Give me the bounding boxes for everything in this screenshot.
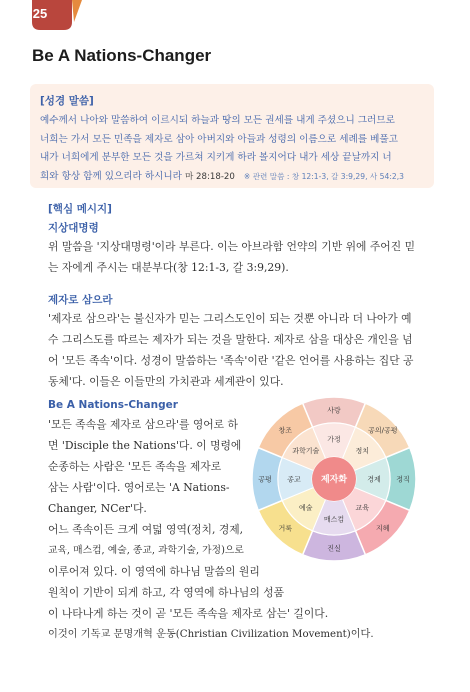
wheel-domain-label: 경제 [367,475,381,484]
paragraph-make-disciples [48,308,430,392]
wheel-domain-label: 교육 [355,503,370,512]
paragraph-great-commission [48,236,430,278]
subheading-great-commission: 지상대명령 [48,222,99,234]
text-line: 순종하는 사람은 '모든 족속을 제자로 [48,460,222,473]
page-number: 25 [32,6,48,21]
text-line: 삼는 사람'이다. 영어로는 'A Nations- [48,481,230,494]
eight-domains-wheel [251,396,417,562]
wheel-value-label: 지혜 [376,524,390,533]
scripture-text [40,112,426,186]
text-line: 위 말씀을 '지상대명령'이라 부른다. 이는 아브라함 언약의 기반 위에 주어진 믿 [48,240,416,253]
scripture-line: 예수께서 나아와 말씀하여 이르시되 하늘과 땅의 모든 권세를 내게 주셨으니 그러므로 [40,115,395,126]
wheel-value-label: 진실 [327,544,341,553]
scripture-reference: 마 28:18-20 [185,171,235,182]
text-line: 수 그리스도를 따르는 제자가 되는 것을 말한다. 제자로 삼을 대상은 개인을 넘 [48,333,413,346]
wheel-domain-label: 과학기술 [292,447,320,456]
text-line: Changer, NCer'다. [48,502,147,515]
subheading-make-disciples: 제자로 삼으라 [48,294,113,306]
wheel-value-label: 거룩 [278,524,292,533]
wheel-domain-label: 정치 [355,447,370,456]
wheel-value-label: 공평 [258,475,272,484]
wheel-value-label: 정직 [396,475,410,484]
wheel-domain-label: 예술 [298,503,313,512]
text-line: 이 나타나게 하는 것이 곧 '모든 족속을 제자로 삼는' 길이다. [48,607,329,620]
wheel-value-label: 사랑 [327,406,341,415]
scripture-heading: [성경 말씀] [40,95,94,107]
wheel-value-label: 공의/공평 [368,426,398,435]
related-verses: ※ 관련 말씀 : 창 12:1-3, 갈 3:9,29, 사 54:2,3 [243,171,404,181]
scripture-line: 내가 너희에게 분부한 모든 것을 가르쳐 지키게 하라 볼지어다 내가 세상 끝날까지 너 [40,152,392,163]
wheel-domain-label: 가정 [327,435,341,444]
text-line: 원칙이 기반이 되게 하고, 각 영역에 하나님의 성품 [48,586,285,599]
text-line: '모든 족속을 제자로 삼으라'를 영어로 하 [48,418,238,431]
text-line: 는 자에게 주시는 대분부다(창 12:1-3, 갈 3:9,29). [48,261,289,274]
scripture-line-last [40,168,426,187]
text-line: 어 '모든 족속'이다. 성경이 말씀하는 '족속'이란 '같은 언어를 사용하는 집단 공 [48,354,414,367]
page-title: Be A Nations-Changer [32,46,212,65]
text-line: 교육, 매스컴, 예술, 종교, 과학기술, 가정)으로 [48,545,244,556]
wheel-center-label: 제자화 [320,475,348,485]
wheel-value-label: 창조 [278,426,292,435]
wheel-domain-label: 매스컴 [323,515,345,524]
text-line: 동체'다. 이들은 이들만의 가치관과 세계관이 있다. [48,375,284,388]
scripture-line: 너희는 가서 모든 민족을 제자로 삼아 아버지와 아들과 성령의 이름으로 세례를 베풀고 [40,133,398,145]
scripture-line: 희와 항상 함께 있으리라 하시니라 [40,170,182,182]
text-line: 이것이 기독교 문명개혁 운동(Christian Civilization Movement)이다. [48,629,374,640]
text-line: 이루어져 있다. 이 영역에 하나님 말씀의 원리 [48,565,260,578]
text-line: 면 'Disciple the Nations'다. 이 명령에 [48,439,242,452]
core-message-heading: [핵심 메시지] [48,203,112,215]
text-line: 어느 족속이든 크게 여덟 영역(정치, 경제, [48,523,244,536]
subheading-nations-changer: Be A Nations-Changer [48,399,178,411]
wheel-domain-label: 종교 [287,475,301,484]
scripture-box [30,84,434,188]
text-line: '제자로 삼으라'는 불신자가 믿는 그리스도인이 되는 것뿐 아니라 더 나아가 예 [48,312,412,325]
